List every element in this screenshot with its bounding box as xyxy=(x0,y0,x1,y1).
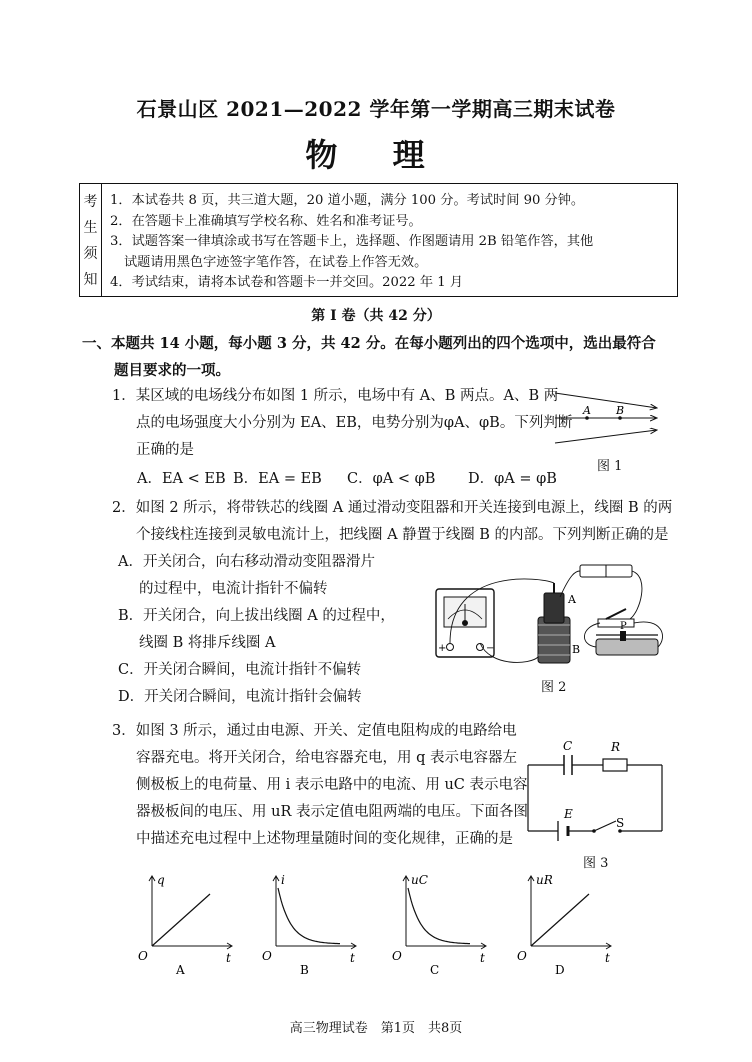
notice-item: 4．考试结束，请将本试卷和答题卡一并交回。2022 年 1 月 xyxy=(110,275,464,290)
notice-item: 2．在答题卡上准确填写学校名称、姓名和准考证号。 xyxy=(110,213,422,229)
rheostat-icon xyxy=(596,639,658,655)
option-a-continued: 的过程中，电流计指针不偏转 xyxy=(139,581,328,597)
section-heading xyxy=(82,330,682,384)
origin-label: O xyxy=(392,949,402,963)
y-axis-label: uC xyxy=(411,873,428,887)
graph-curve xyxy=(152,894,210,946)
graph-b xyxy=(258,868,368,983)
capacitor-label: C xyxy=(563,739,573,753)
notice-item: 1．本试卷共 8 页，共三道大题，20 道小题，满分 100 分。考试时间 90 分钟。 xyxy=(110,193,585,208)
figure-3-circuit xyxy=(520,735,670,845)
coil-b-label: B xyxy=(572,643,581,656)
y-axis-label: q xyxy=(157,873,165,887)
figure-1-caption: 图 1 xyxy=(597,459,623,474)
point-b-label: B xyxy=(616,404,625,417)
notice-header-char: 考 xyxy=(83,194,98,210)
option-c: C．开关闭合瞬间，电流计指针不偏转 xyxy=(118,662,362,678)
question-line: 正确的是 xyxy=(136,442,194,458)
notice-header-char: 须 xyxy=(83,246,98,262)
origin-label: O xyxy=(138,949,148,963)
question-2-options xyxy=(118,549,418,711)
rheostat-slider xyxy=(620,631,626,641)
option-b: B．开关闭合，向上拔出线圈 A 的过程中， xyxy=(118,608,395,624)
resistor-label: R xyxy=(611,740,621,754)
question-line: 1．某区域的电场线分布如图 1 所示，电场中有 A、B 两点。A、B 两 xyxy=(112,388,559,404)
volume-title: 第 Ⅰ 卷（共 42 分） xyxy=(311,308,441,324)
question-line: 器极板间的电压、用 uR 表示定值电阻两端的电压。下面各图 xyxy=(136,804,528,820)
notice-item: 3．试题答案一律填涂或书写在答题卡上，选择题、作图题请用 2B 铅笔作答，其他 xyxy=(110,234,594,249)
graph-option-label: A xyxy=(176,963,185,977)
origin-label: O xyxy=(517,949,527,963)
page-footer: 高三物理试卷 第1页 共8页 xyxy=(289,1021,463,1036)
question-line: 点的电场强度大小分别为 EA、EB，电势分别为φA、φB。下列判断 xyxy=(136,415,573,431)
x-axis-label: t xyxy=(350,951,355,965)
graph-option-label: D xyxy=(555,963,565,977)
option-b-continued: 线圈 B 将排斥线圈 A xyxy=(139,635,276,651)
question-2 xyxy=(112,495,682,549)
graph-d xyxy=(513,868,623,983)
wire xyxy=(630,571,642,619)
notice-header-char: 生 xyxy=(83,220,98,236)
notice-list xyxy=(110,191,671,294)
option-d: D．开关闭合瞬间，电流计指针会偏转 xyxy=(118,689,362,705)
x-axis-label: t xyxy=(226,951,231,965)
battery-label: E xyxy=(564,807,573,821)
question-1 xyxy=(112,383,573,464)
question-3 xyxy=(112,718,532,853)
switch-label: S xyxy=(616,816,625,830)
figure-3-caption: 图 3 xyxy=(583,856,609,871)
graph-a xyxy=(134,868,244,983)
y-axis-label: uR xyxy=(536,873,553,887)
slider-p-label: P xyxy=(620,621,627,632)
figure-2-apparatus xyxy=(430,557,670,672)
graph-curve xyxy=(408,888,470,944)
question-line: 中描述充电过程中上述物理量随时间的变化规律，正确的是 xyxy=(136,831,513,847)
figure-2-caption: 图 2 xyxy=(541,680,567,695)
question-line: 侧极板上的电荷量、用 i 表示电路中的电流、用 uC 表示电容 xyxy=(136,777,528,793)
subject-title: 物 理 xyxy=(305,136,447,174)
question-line: 容器充电。将开关闭合，给电容器充电，用 q 表示电容器左 xyxy=(136,750,517,766)
notice-item: 试题请用黑色字迹签字笔作答，在试卷上作答无效。 xyxy=(124,254,428,270)
option-a: A．EA < EB xyxy=(137,471,226,487)
y-axis-label: i xyxy=(281,873,285,887)
coil-b-icon xyxy=(538,617,570,663)
graph-c xyxy=(388,868,498,983)
question-line: 个接线柱连接到灵敏电流计上，把线圈 A 静置于线圈 B 的内部。下列判断正确的是 xyxy=(136,527,669,543)
switch-icon xyxy=(598,619,634,627)
point-a-label: A xyxy=(583,404,591,417)
candidate-notice-box xyxy=(79,183,678,297)
graph-curve xyxy=(278,888,340,944)
option-a: A．开关闭合，向右移动滑动变阻器滑片 xyxy=(118,554,375,570)
resistor-icon xyxy=(603,759,627,771)
terminal-minus-label: − xyxy=(486,643,495,654)
option-c: C．φA < φB xyxy=(347,471,436,487)
notice-header-char: 知 xyxy=(83,272,98,288)
graph-option-label: C xyxy=(430,963,440,977)
coil-a-icon xyxy=(544,593,564,623)
question-line: 3．如图 3 所示，通过由电源、开关、定值电阻构成的电路给电 xyxy=(112,723,517,739)
field-line xyxy=(555,393,657,408)
terminal-plus xyxy=(447,644,454,651)
graph-curve xyxy=(531,894,589,946)
x-axis-label: t xyxy=(480,951,485,965)
option-b: B．EA = EB xyxy=(233,471,322,487)
graph-option-label: B xyxy=(300,963,309,977)
coil-a-label: A xyxy=(568,593,576,606)
question-line: 2．如图 2 所示，将带铁芯的线圈 A 通过滑动变阻器和开关连接到电源上，线圈 B 的两 xyxy=(112,500,673,516)
section-heading-line: 题目要求的一项。 xyxy=(114,362,230,379)
field-line xyxy=(555,430,657,443)
x-axis-label: t xyxy=(605,951,610,965)
section-heading-line: 一、本题共 14 小题，每小题 3 分，共 42 分。在每小题列出的四个选项中，选出最符合 xyxy=(82,335,656,352)
origin-label: O xyxy=(262,949,272,963)
exam-title: 石景山区 2021—2022 学年第一学期高三期末试卷 xyxy=(136,97,616,121)
option-d: D．φA = φB xyxy=(468,471,557,487)
terminal-plus-label: + xyxy=(438,643,447,654)
notice-header xyxy=(80,184,102,296)
